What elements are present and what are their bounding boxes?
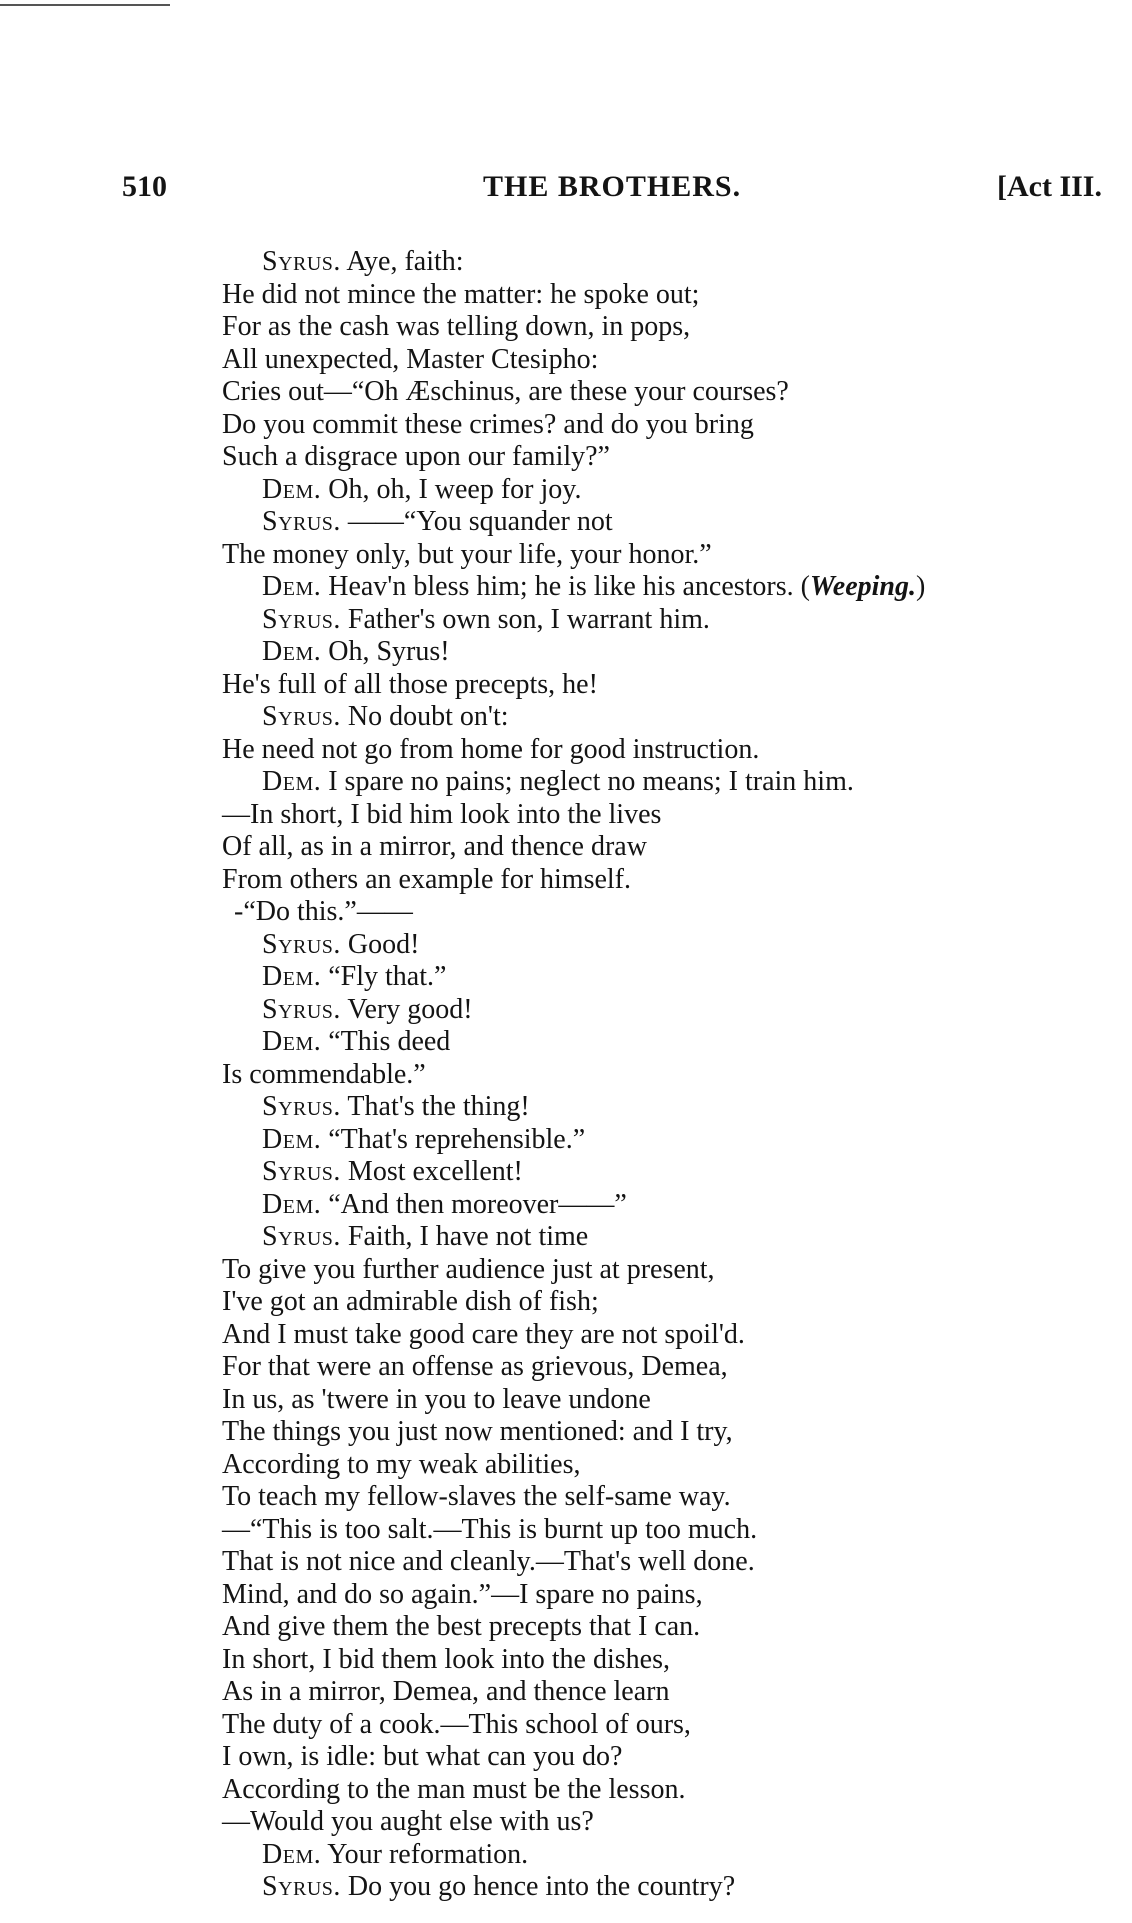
line-text: He need not go from home for good instruction. xyxy=(222,733,760,765)
page-number: 510 xyxy=(122,170,167,203)
speaker-name: Dem. xyxy=(262,961,322,992)
speaker-name: Dem. xyxy=(262,473,322,505)
line-text: —In short, I bid him look into the lives xyxy=(222,798,662,830)
speaker-name: Syrus. xyxy=(262,1221,341,1252)
verse-line xyxy=(222,1124,1132,1157)
verse-line xyxy=(222,864,1132,897)
verse-line xyxy=(222,1449,1132,1482)
verse-line xyxy=(222,1481,1132,1514)
speaker-name: Dem. xyxy=(262,1188,322,1220)
verse-line xyxy=(222,539,1132,572)
verse-line xyxy=(222,1319,1132,1352)
line-text: Of all, as in a mirror, and thence draw xyxy=(222,831,647,862)
verse-line xyxy=(222,1871,1132,1904)
verse-line xyxy=(222,506,1132,539)
speaker-name: Syrus. xyxy=(262,701,341,732)
line-text: To give you further audience just at present, xyxy=(222,1253,715,1285)
verse-line xyxy=(222,1676,1132,1709)
line-text: He's full of all those precepts, he! xyxy=(222,668,598,700)
line-text: “This deed xyxy=(321,1026,451,1057)
speaker-name: Syrus. xyxy=(262,1156,341,1187)
verse-line xyxy=(222,1644,1132,1677)
verse-line xyxy=(222,1774,1132,1807)
verse-line xyxy=(222,961,1132,994)
line-text: The things you just now mentioned: and I try, xyxy=(222,1416,733,1447)
line-text: And give them the best precepts that I can. xyxy=(222,1611,701,1642)
verse-line xyxy=(222,766,1132,799)
verse-line xyxy=(222,1546,1132,1579)
line-text: Do you commit these crimes? and do you bring xyxy=(222,408,754,440)
line-text: He did not mince the matter: he spoke out; xyxy=(222,278,700,310)
line-text: Heav'n bless him; he is like his ancestors. ( xyxy=(321,571,810,602)
verse-line xyxy=(222,701,1132,734)
line-text: —“This is too salt.—This is burnt up too much. xyxy=(222,1513,758,1545)
verse-line xyxy=(222,1579,1132,1612)
line-text: I spare no pains; neglect no means; I train him. xyxy=(321,766,854,797)
line-text: The duty of a cook.—This school of ours, xyxy=(222,1708,691,1740)
speaker-name: Syrus. xyxy=(262,603,341,635)
verse-line xyxy=(222,636,1132,669)
verse-line xyxy=(222,1156,1132,1189)
line-text: To teach my fellow-slaves the self-same way. xyxy=(222,1481,731,1512)
line-text: I own, is idle: but what can you do? xyxy=(222,1741,623,1772)
line-text: According to my weak abilities, xyxy=(222,1448,581,1480)
line-text: In us, as 'twere in you to leave undone xyxy=(222,1383,651,1415)
verse-line xyxy=(222,409,1132,442)
verse-line xyxy=(222,1026,1132,1059)
line-text: Oh, oh, I weep for joy. xyxy=(321,473,582,505)
line-text: -“Do this.”—— xyxy=(234,896,413,927)
act-marker: [Act III. xyxy=(997,170,1102,203)
verse-line xyxy=(222,376,1132,409)
line-text: That is not nice and cleanly.—That's well done. xyxy=(222,1546,755,1577)
running-title: THE BROTHERS. xyxy=(483,170,742,203)
line-text: I've got an admirable dish of fish; xyxy=(222,1286,599,1317)
line-text: That's the thing! xyxy=(340,1091,530,1122)
line-text: Such a disgrace upon our family?” xyxy=(222,441,610,472)
verse-line xyxy=(222,1741,1132,1774)
line-text: Is commendable.” xyxy=(222,1058,426,1090)
verse-line xyxy=(222,1806,1132,1839)
verse-line xyxy=(222,799,1132,832)
verse-line xyxy=(222,1286,1132,1319)
verse-line xyxy=(222,474,1132,507)
line-text: For as the cash was telling down, in pops, xyxy=(222,311,691,342)
verse-line xyxy=(222,929,1132,962)
verse-line xyxy=(222,669,1132,702)
verse-line xyxy=(222,1384,1132,1417)
verse-line xyxy=(222,604,1132,637)
stage-direction-close: ) xyxy=(916,571,926,602)
line-text: In short, I bid them look into the dishes, xyxy=(222,1643,670,1675)
verse-line xyxy=(222,571,1132,604)
speaker-name: Dem. xyxy=(262,571,322,602)
speaker-name: Dem. xyxy=(262,1838,322,1870)
line-text: As in a mirror, Demea, and thence learn xyxy=(222,1676,670,1707)
scan-edge-mark xyxy=(0,0,170,6)
line-text: The money only, but your life, your honor.” xyxy=(222,538,712,570)
line-text: Your reformation. xyxy=(321,1838,529,1870)
line-text: Faith, I have not time xyxy=(340,1221,589,1252)
line-text: Aye, faith: xyxy=(340,246,464,277)
speaker-name: Syrus. xyxy=(262,993,341,1025)
line-text: And I must take good care they are not spoil'd. xyxy=(222,1318,745,1350)
verse-line xyxy=(222,1221,1132,1254)
line-text: According to the man must be the lesson. xyxy=(222,1773,686,1805)
line-text: ——“You squander not xyxy=(340,506,613,537)
verse-line xyxy=(222,344,1132,377)
verse-line xyxy=(222,311,1132,344)
line-text: Very good! xyxy=(340,993,473,1025)
verse-line xyxy=(222,1416,1132,1449)
verse-text xyxy=(222,246,1132,1904)
line-text: From others an example for himself. xyxy=(222,863,632,895)
line-text: Do you go hence into the country? xyxy=(340,1871,736,1902)
line-text: No doubt on't: xyxy=(340,701,509,732)
line-text: For that were an offense as grievous, Demea, xyxy=(222,1351,728,1382)
verse-line xyxy=(222,1351,1132,1384)
verse-line xyxy=(222,1254,1132,1287)
verse-line xyxy=(222,831,1132,864)
line-text: “That's reprehensible.” xyxy=(321,1123,586,1155)
line-text: “Fly that.” xyxy=(321,961,447,992)
speaker-name: Dem. xyxy=(262,636,322,667)
speaker-name: Syrus. xyxy=(262,246,341,277)
speaker-name: Syrus. xyxy=(262,506,341,537)
speaker-name: Dem. xyxy=(262,766,322,797)
line-text: Father's own son, I warrant him. xyxy=(340,603,710,635)
verse-line xyxy=(222,1514,1132,1547)
verse-line xyxy=(222,734,1132,767)
verse-line xyxy=(222,1839,1132,1872)
verse-line xyxy=(222,279,1132,312)
line-text: “And then moreover——” xyxy=(321,1188,627,1220)
verse-line xyxy=(222,1059,1132,1092)
line-text: Mind, and do so again.”—I spare no pains, xyxy=(222,1578,703,1610)
speaker-name: Syrus. xyxy=(262,1091,341,1122)
verse-line xyxy=(222,1611,1132,1644)
running-header xyxy=(122,170,1132,216)
verse-line xyxy=(222,1709,1132,1742)
verse-line xyxy=(222,1091,1132,1124)
line-text: Most excellent! xyxy=(340,1156,523,1187)
verse-line xyxy=(222,896,1132,929)
speaker-name: Syrus. xyxy=(262,1871,341,1902)
verse-line xyxy=(222,1189,1132,1222)
line-text: Good! xyxy=(340,928,420,960)
stage-direction: Weeping. xyxy=(809,571,916,602)
line-text: Cries out—“Oh Æschinus, are these your courses? xyxy=(222,376,789,407)
line-text: All unexpected, Master Ctesipho: xyxy=(222,343,599,375)
verse-line xyxy=(222,994,1132,1027)
line-text: —Would you aught else with us? xyxy=(222,1806,594,1837)
speaker-name: Dem. xyxy=(262,1026,322,1057)
line-text: Oh, Syrus! xyxy=(321,636,450,667)
speaker-name: Syrus. xyxy=(262,928,341,960)
verse-line xyxy=(222,246,1132,279)
verse-line xyxy=(222,441,1132,474)
speaker-name: Dem. xyxy=(262,1123,322,1155)
